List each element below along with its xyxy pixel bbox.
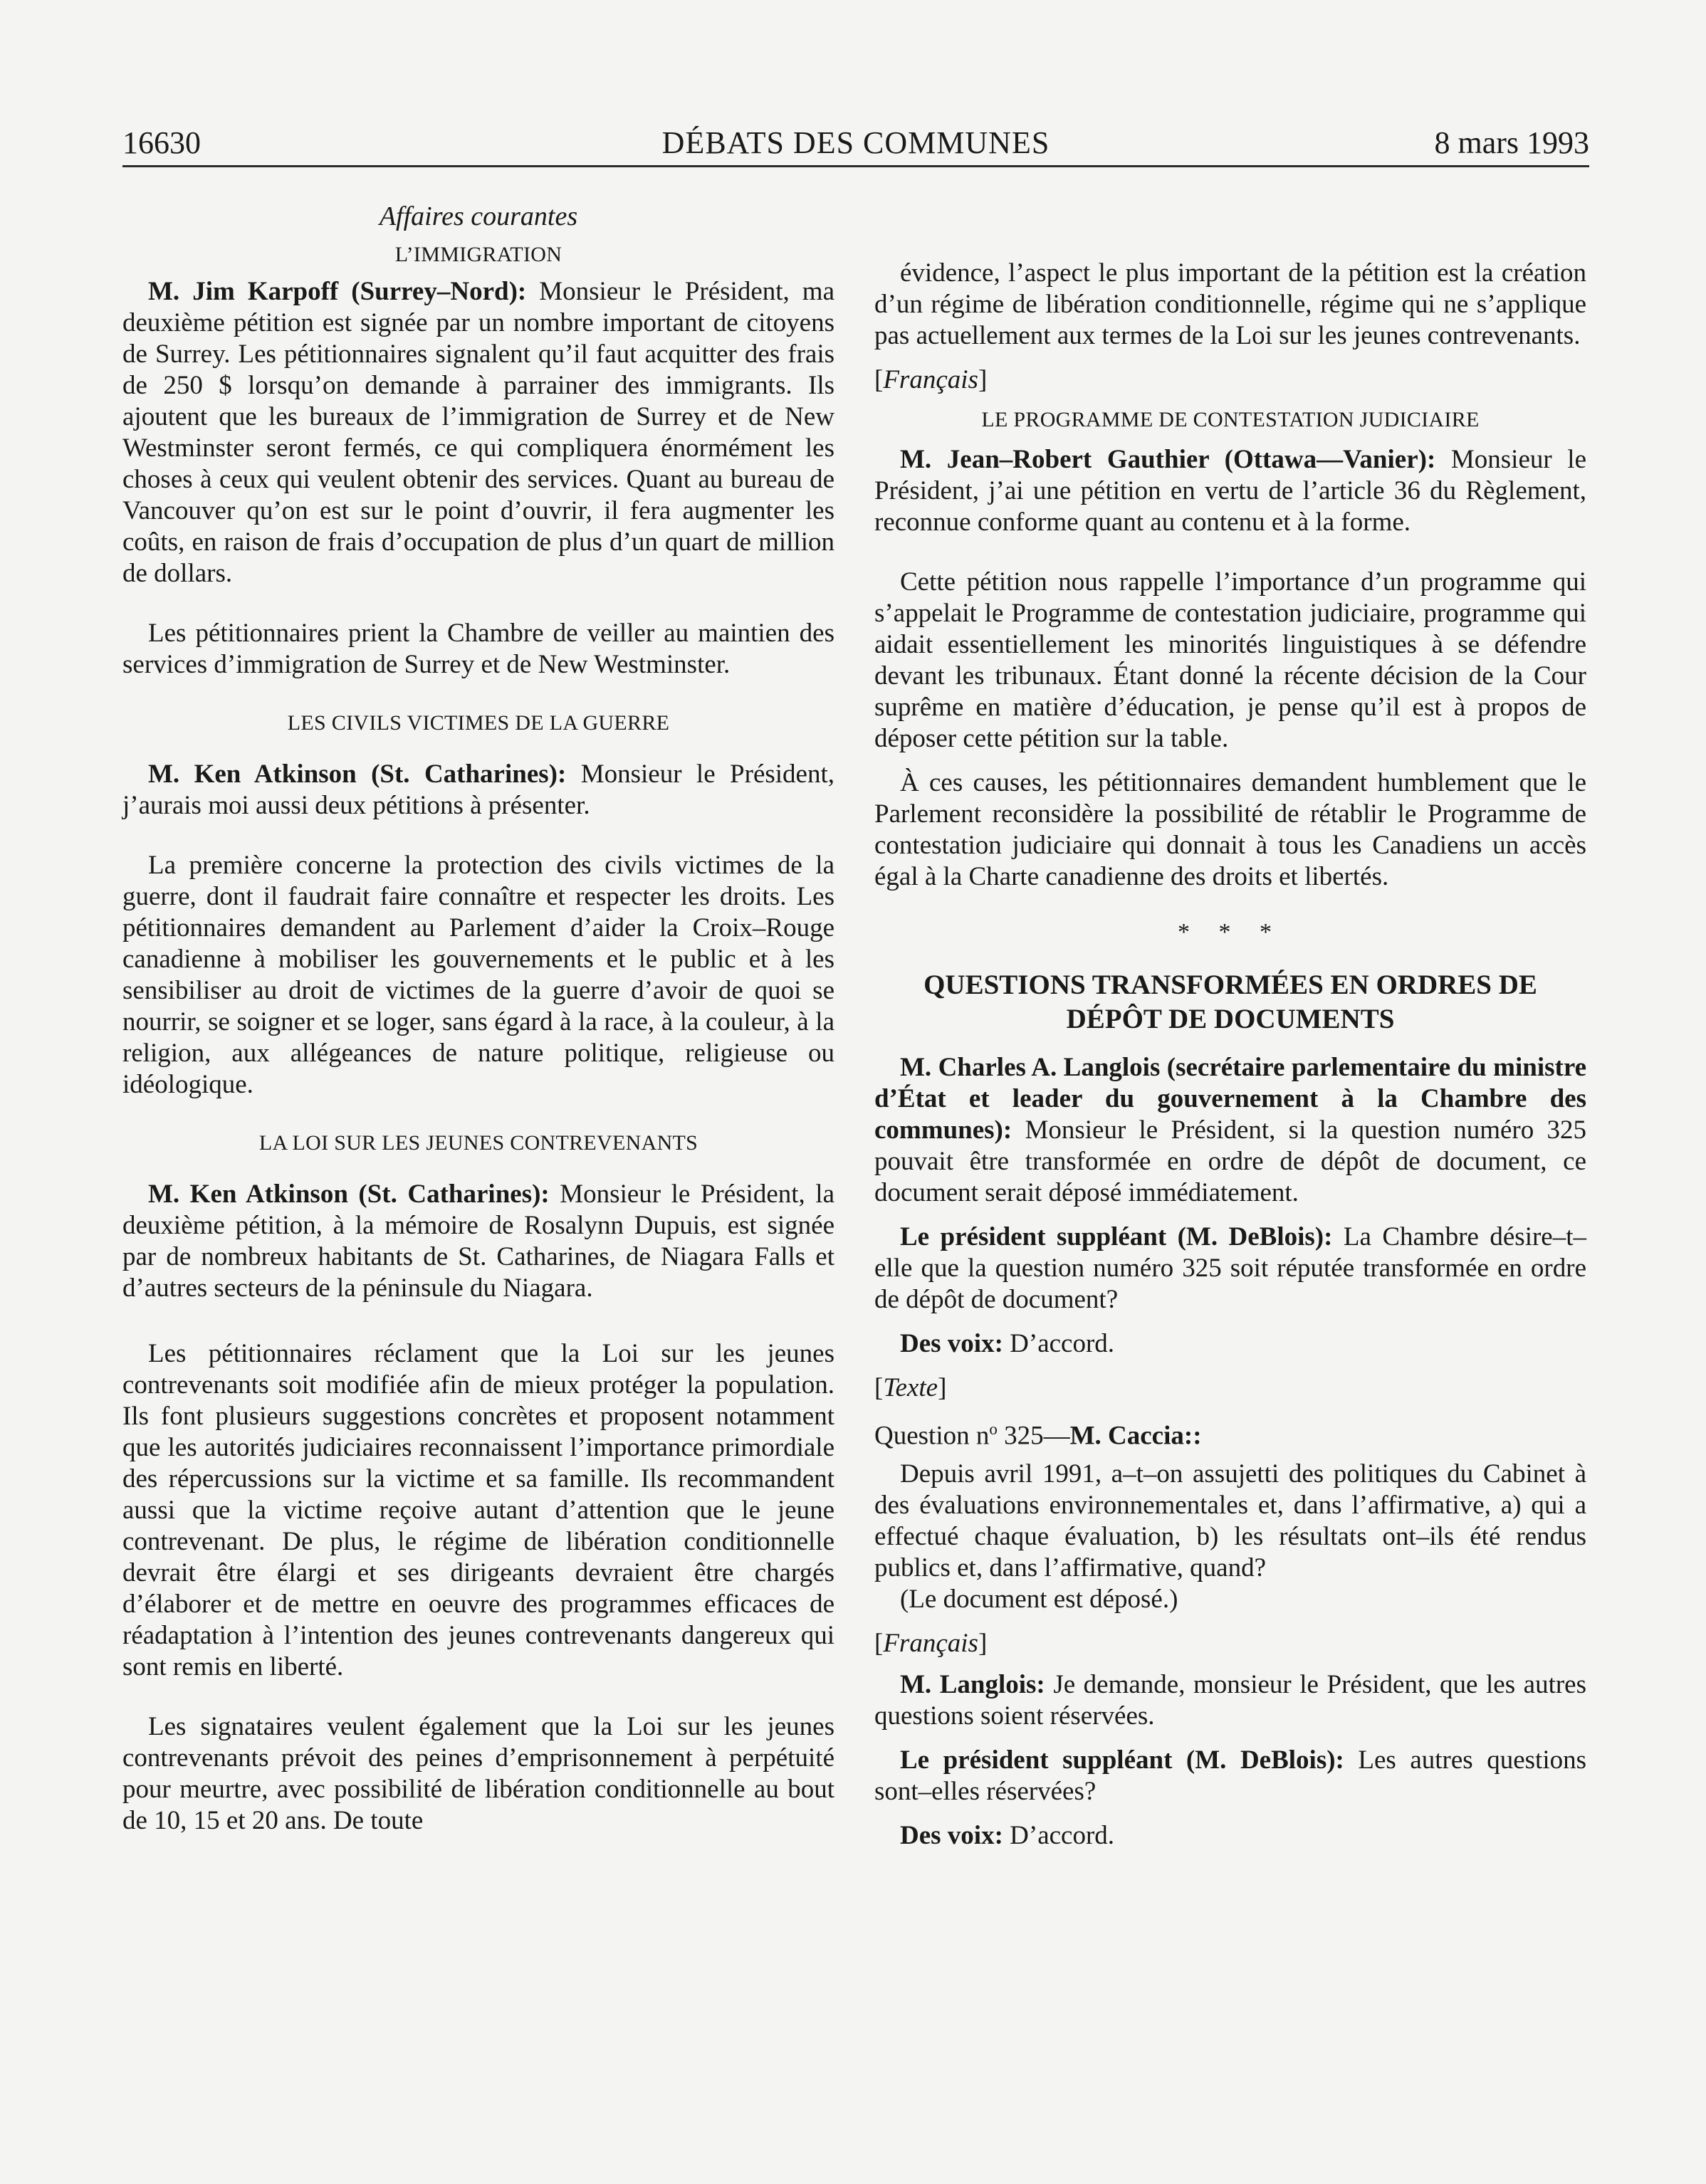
speaker-name: M. Jean–Robert Gauthier (Ottawa—Vanier): xyxy=(900,445,1436,474)
speaker-name: M. Ken Atkinson (St. Catharines): xyxy=(148,1180,550,1209)
section-separator: * * * xyxy=(1178,919,1283,945)
speaker-name: M. Langlois: xyxy=(900,1670,1045,1700)
paragraph-langlois xyxy=(874,1052,1586,1209)
paragraph: Les signataires veulent également que la Loi sur les jeunes contrevenants prévoit des peines d’emprisonnement à perpétuité pour meurtre, avec possibilité de libération conditionnelle au bout de 10, 15 et 20 ans. De toute xyxy=(122,1712,834,1835)
speaker-name: Des voix: xyxy=(900,1329,1003,1358)
paragraph: Les pétitionnaires prient la Chambre de veiller au maintien des services d’immigration de Surrey et de New Westminster. xyxy=(122,619,834,679)
paragraph: À ces causes, les pétitionnaires demandent humblement que le Parlement reconsidère la possibilité de rétablir le Programme de contestation judiciaire qui donnait à tous les Canadiens un accès égal à la Charte canadienne des droits et libertés. xyxy=(874,768,1586,891)
language-marker: [Texte] xyxy=(874,1373,947,1402)
running-header xyxy=(122,121,1589,167)
speaker-name: Le président suppléant (M. DeBlois): xyxy=(900,1745,1344,1775)
speech-text: Monsieur le Président, j’aurais moi aussi deux pétitions à présenter. xyxy=(122,760,834,820)
paragraph-gauthier xyxy=(874,444,1586,538)
paragraph-voix-2 xyxy=(874,1820,1586,1852)
paragraph-atkinson-2 xyxy=(122,1179,834,1304)
speech-text: Monsieur le Président, j’ai une pétition en vertu de l’article 36 du Règlement, reconnue conforme quant au contenu et à la forme. xyxy=(874,445,1586,537)
question-body: Depuis avril 1991, a–t–on assujetti des politiques du Cabinet à des évaluations environnementales et, dans l’affirmative, a) qui a effectué chaque évaluation, b) les résultats ont–ils été rendus publics et, dans l’affirmative, quand? xyxy=(874,1459,1586,1583)
paragraph-atkinson-1 xyxy=(122,759,834,821)
deposited-note: (Le document est déposé.) xyxy=(900,1585,1178,1615)
speech-text: D’accord. xyxy=(1003,1329,1115,1358)
speech-text: D’accord. xyxy=(1003,1821,1115,1851)
speech-text: Monsieur le Président, la deuxième pétition, à la mémoire de Rosalynn Dupuis, est signée par de nombreux habitants de St. Catharines, de Niagara Falls et d’autres secteurs de la péninsule du Niagara. xyxy=(122,1180,834,1303)
speech-text: Monsieur le Président, si la question numéro 325 pouvait être transformée en ordre de dépôt de document, ce document serait déposé immédiatement. xyxy=(874,1115,1586,1207)
right-column xyxy=(874,201,1586,1852)
subheading-jeunes-contrevenants: LA LOI SUR LES JEUNES CONTREVENANTS xyxy=(258,1131,698,1155)
paragraph-karpoff xyxy=(122,276,834,589)
paragraph: Les pétitionnaires réclament que la Loi sur les jeunes contrevenants soit modifiée afin de mieux protéger la population. Ils font plusieurs suggestions concrètes et proposent notamment que les autorités judiciaires reconnaissent l’importance primordiale des répercussions sur la victime et sa famille. Ils recommandent aussi que la victime reçoive autant d’attention que le jeune contrevenant. De plus, le régime de libération conditionnelle devrait être élargi et ses dirigeants devraient être chargés d’élaborer et de mettre en oeuvre des programmes efficaces de réadaptation à l’intention des jeunes contrevenants dangereux qui sont remis en liberté. xyxy=(122,1339,834,1681)
paragraph-president-2 xyxy=(874,1745,1586,1807)
speech-text: La Chambre désire–t–elle que la question numéro 325 soit réputée transformée en ordre de dépôt de document? xyxy=(874,1222,1586,1314)
speaker-name: M. Jim Karpoff (Surrey–Nord): xyxy=(148,277,527,306)
left-column xyxy=(122,201,834,1837)
paragraph: Cette pétition nous rappelle l’importance d’un programme qui s’appelait le Programme de contestation judiciaire, programme qui aidait essentiellement les minorités linguistiques à se défendre devant les tribunaux. Étant donné la récente décision de la Cour suprême en matière d’éducation, je pense qu’il est à propos de déposer cette pétition sur la table. xyxy=(874,567,1586,753)
paragraph-langlois-2 xyxy=(874,1669,1586,1732)
question-heading: Question $n^o$ 325—M. Caccia:: xyxy=(874,1420,1202,1451)
subheading-civils: LES CIVILS VICTIMES DE LA GUERRE xyxy=(287,711,670,735)
speaker-name: M. Ken Atkinson (St. Catharines): xyxy=(148,760,567,789)
language-marker: [Français] xyxy=(874,1629,988,1659)
speech-text: Je demande, monsieur le Président, que les autres questions soient réservées. xyxy=(874,1670,1586,1731)
speaker-name: Des voix: xyxy=(900,1821,1003,1851)
language-marker: [Français] xyxy=(874,365,988,394)
journal-title: DÉBATS DES COMMUNES xyxy=(661,125,1050,160)
subheading-contestation: LE PROGRAMME DE CONTESTATION JUDICIAIRE xyxy=(981,408,1480,431)
major-heading: QUESTIONS TRANSFORMÉES EN ORDRES DE DÉPÔT DE DOCUMENTS xyxy=(923,970,1537,1034)
speech-text: Monsieur le Président, ma deuxième pétition est signée par un nombre important de citoyens de Surrey. Les pétitionnaires signalent qu’il faut acquitter des frais de 250 $ lorsqu’on demande à parrainer des immigrants. Ils ajoutent que les bureaux de l’immigration de Surrey et de New Westminster seront fermés, ce qui compliquera énormément les choses à ceux qui veulent obtenir des services. Quant au bureau de Vancouver qu’on est sur le point d’ouvrir, il fera augmenter les coûts, en raison de frais d’occupation de plus d’un quart de million de dollars. xyxy=(122,277,834,588)
subheading-immigration: L’IMMIGRATION xyxy=(394,243,562,266)
paragraph-voix xyxy=(874,1328,1586,1360)
paragraph: La première concerne la protection des civils victimes de la guerre, dont il faudrait faire connaître et respecter les droits. Les pétitionnaires demandent au Parlement d’aider la Croix–Rouge canadienne à mobiliser les gouvernements et le public et à les sensibiliser au droit de victimes de la guerre d’avoir de quoi se nourrir, se soigner et se loger, sans égard à la race, à la couleur, à la religion, aux allégeances de nature politique, religieuse ou idéologique. xyxy=(122,851,834,1099)
paragraph-president xyxy=(874,1222,1586,1316)
paragraph: évidence, l’aspect le plus important de la pétition est la création d’un régime de libération conditionnelle, régime qui ne s’applique pas actuellement aux termes de la Loi sur les jeunes contrevenants. xyxy=(874,258,1586,350)
issue-date: 8 mars 1993 xyxy=(1434,125,1589,160)
page-number: 16630 xyxy=(122,125,201,160)
speaker-name: M. Charles A. Langlois (secrétaire parlementaire du ministre d’État et leader du gouvernement à la Chambre des communes): xyxy=(874,1053,1586,1145)
speech-text: Les autres questions sont–elles réservées? xyxy=(874,1745,1587,1807)
section-title: Affaires courantes xyxy=(379,201,578,231)
speaker-name: Le président suppléant (M. DeBlois): xyxy=(900,1222,1333,1251)
